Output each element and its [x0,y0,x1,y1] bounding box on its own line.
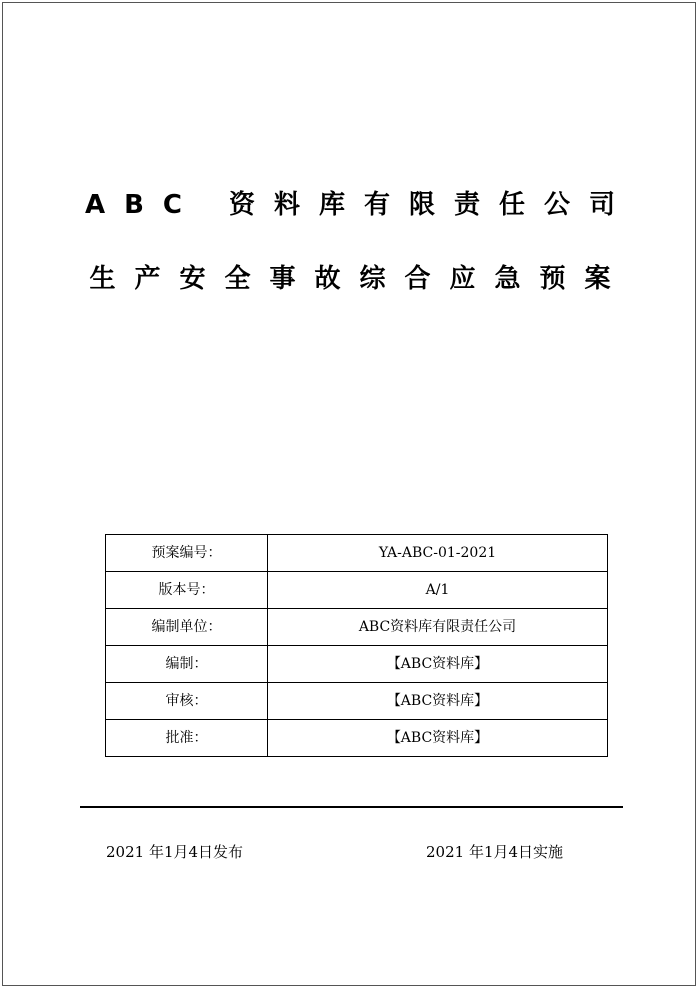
approved-by-value: 【ABC资料库】 [268,720,608,757]
compiled-by-value: 【ABC资料库】 [268,646,608,683]
version-value: A/1 [268,572,608,609]
version-label: 版本号： [106,572,268,609]
compiled-by-label: 编制： [106,646,268,683]
table-row [106,683,608,720]
document-info-table [105,534,608,757]
implement-date: 2021 年1月4日实施 [426,843,564,861]
table-row [106,646,608,683]
document-title-plan: 生产安全事故综合应急预案 [89,264,630,294]
table-row [106,572,608,609]
page-border [2,2,696,986]
reviewed-by-label: 审核： [106,683,268,720]
organization-label: 编制单位： [106,609,268,646]
publish-date: 2021 年1月4日发布 [106,843,244,861]
footer-divider [80,806,623,808]
table-row [106,535,608,572]
plan-number-label: 预案编号： [106,535,268,572]
table-row [106,609,608,646]
table-row [106,720,608,757]
organization-value: ABC资料库有限责任公司 [268,609,608,646]
plan-number-value: YA-ABC-01-2021 [268,535,608,572]
approved-by-label: 批准： [106,720,268,757]
reviewed-by-value: 【ABC资料库】 [268,683,608,720]
document-title-company: ABC 资料库有限责任公司 [84,190,635,220]
